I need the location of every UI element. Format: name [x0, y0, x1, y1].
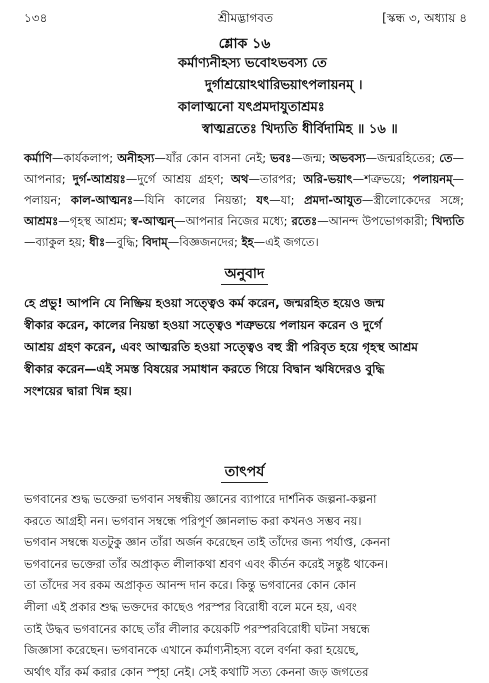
purport-heading	[0, 460, 489, 484]
synonym-meaning: পলায়ন	[24, 193, 58, 207]
translation-line: স্বীকার করেন—এই সমস্ত বিষয়ের সমাধান করতে গিয়ে বিদ্বান ঋষিদেরও বুদ্ধি	[24, 362, 385, 376]
synonym-term: অভবস্য	[329, 151, 366, 165]
synonym-meaning: ব্যাকুল হয়	[35, 235, 82, 249]
synonym-meaning: এই জগতে	[265, 235, 315, 249]
purport-line: ভগবানের ভক্তেরা তাঁর অপ্রাকৃত লীলাকথা শ্রবণ এবং কীর্তন করেই সন্তুষ্ট থাকেন।	[24, 556, 389, 571]
synonym-meaning: বিজ্ঞজনদের	[179, 235, 235, 249]
synonym-term: ভবঃ	[270, 151, 292, 165]
word-for-word-synonyms: কর্মাণি—কার্যকলাপ; অনীহস্য—যাঁর কোন বাসনা নেই; ভবঃ—জন্ম; অভবস্য—জন্মরহিতের; তে—আপনার; দুর্গ-আশ্রয়ঃ—দুর্গে আশ্রয় গ্রহণ; অথ—তারপর; অরি-ভয়াৎ—শত্রুভয়ে; পলায়নম্—পলায়ন; কাল-আত্মনঃ—যিনি কালের নিয়ন্তা; যৎ—যা; প্রমদা-আযুত—স্ত্রীলোকেদের সঙ্গে; আশ্রমঃ—গৃহস্থ আশ্রম; স্ব-আত্মন্—আপনার নিজের মধ্যে; রতেঃ—আনন্দ উপভোগকারী; খিদ্যতি—ব্যাকুল হয়; ধীঃ—বুদ্ধি; বিদাম্—বিজ্ঞজনদের; ইহ—এই জগতে।	[24, 151, 465, 249]
synonym-term: অথ	[231, 172, 249, 186]
synonym-term: অরি-ভয়াৎ	[303, 172, 353, 186]
synonym-term: যৎ	[256, 193, 270, 207]
synonym-term: কাল-আত্মনঃ	[70, 193, 134, 207]
translation-line: স্বীকার করেন, কালের নিয়ন্তা হওয়া সত্ত্বেও শত্রুভয়ে পলায়ন করেন ও দুর্গে	[24, 318, 382, 332]
synonym-term: অনীহস্য	[117, 151, 155, 165]
synonym-meaning: জন্মরহিতের	[377, 151, 432, 165]
synonym-meaning: স্ত্রীলোকেদের সঙ্গে	[373, 193, 461, 207]
synonym-meaning: গৃহস্থ আশ্রম	[69, 214, 124, 228]
verse-line: স্বাত্মন্রতেঃ খিদ্যতি ধীর্বিদামিহ ॥ ১৬ ॥	[202, 122, 398, 137]
synonym-meaning: কার্যকলাপ	[63, 151, 110, 165]
section-reference: [স্কন্ধ ৩, অধ্যায় ৪	[382, 11, 467, 25]
purport-title: তাৎপর্য	[221, 464, 269, 483]
translation-title: অনুবাদ	[221, 266, 269, 285]
purport-text	[24, 489, 464, 683]
verse-line: কালাত্মনো যৎপ্রমদাযুতাশ্রমঃ	[178, 100, 325, 115]
purport-line: জিজ্ঞাসা করেছেন। ভগবানকে এখানে কর্মাণ্যনীহস্য বলে বর্ণনা করা হয়েছে,	[24, 643, 359, 658]
synonym-term: দুর্গ-আশ্রয়ঃ	[72, 172, 126, 186]
purport-line: লীলা এই প্রকার শুদ্ধ ভক্তদের কাছেও পরস্পর বিরোধী বলে মনে হয়, এবং	[24, 599, 357, 614]
purport-line: তা তাঁদের সব রকম অপ্রাকৃত আনন্দ দান করে। কিন্তু ভগবানের কোন কোন	[24, 578, 357, 593]
verse-line: কর্মাণ্যনীহস্য ভবোঽভবস্য তে	[178, 56, 327, 71]
synonym-term: স্ব-আত্মন্	[131, 214, 175, 228]
synonym-term: বিদাম্	[142, 235, 168, 249]
page-header	[24, 10, 467, 28]
synonym-meaning: দুর্গে আশ্রয় গ্রহণ	[137, 172, 220, 186]
translation-line: সংশয়ের দ্বারা খিন্ন হয়।	[24, 384, 132, 398]
translation-line: হে প্রভু! আপনি যে নিষ্ক্রিয় হওয়া সত্ত্বেও কর্ম করেন, জন্মরহিত হয়েও জন্ম	[24, 296, 385, 310]
purport-line: অর্থাৎ যাঁর কর্ম করার কোন স্পৃহা নেই। সেই কথাটি সত্য কেননা জড় জগতের	[24, 664, 369, 679]
verse-line: দুর্গাশ্রয়োঽথারিভয়াৎপলায়নম্ ।	[205, 78, 363, 93]
translation-line: আশ্রয় গ্রহণ করেন, এবং আত্মরতি হওয়া সত্ত্বেও বহু স্ত্রী পরিবৃত হয়ে গৃহস্থ আশ্রম	[24, 340, 418, 354]
purport-line: করতে আগ্রহী নন। ভগবান সম্বন্ধে পরিপূর্ণ জ্ঞানলাভ করা কখনও সম্ভব নয়।	[24, 513, 362, 528]
synonym-term: প্রমদা-আযুত	[304, 193, 362, 207]
synonym-term: পলায়নম্	[412, 172, 453, 186]
synonym-term: ধীঃ	[89, 235, 106, 249]
synonym-term: আশ্রমঃ	[24, 214, 59, 228]
synonym-meaning: আনন্দ উপভোগকারী	[328, 214, 425, 228]
synonym-meaning: আপনার	[24, 172, 62, 186]
synonym-term: ইহ	[241, 235, 254, 249]
page-number: ১৩৪	[24, 11, 48, 25]
purport-line: ভগবান সম্বন্ধে যতটুকু জ্ঞান তাঁরা অর্জন করেছেন তাই তাঁদের জন্য পর্যাপ্ত, কেননা	[24, 535, 391, 550]
synonym-meaning: যা	[280, 193, 291, 207]
synonym-term: রতেঃ	[291, 214, 318, 228]
translation-text	[24, 292, 464, 402]
synonym-meaning: শত্রুভয়ে	[364, 172, 402, 186]
synonym-meaning: যিনি কালের নিয়ন্তা	[144, 193, 243, 207]
purport-line: ভগবানের শুদ্ধ ভক্তেরা ভগবান সম্বন্ধীয় জ্ঞানের ব্যাপারে দার্শনিক জল্পনা-কল্পনা	[24, 492, 377, 506]
synonym-meaning: তারপর	[259, 172, 293, 186]
synonym-term: খিদ্যতি	[431, 214, 465, 228]
synonym-meaning: আপনার নিজের মধ্যে	[185, 214, 284, 228]
synonym-meaning: যাঁর কোন বাসনা নেই	[165, 151, 263, 165]
synonym-term: কর্মাণি	[24, 151, 53, 165]
book-title: শ্রীমদ্ভাগবত	[217, 11, 273, 25]
synonym-meaning: বুদ্ধি	[116, 235, 135, 249]
synonym-meaning: জন্ম	[302, 151, 322, 165]
verse-label: শ্লোক ১৬	[218, 36, 271, 52]
synonym-term: তে	[439, 151, 453, 165]
purport-line: তাই উদ্ধব ভগবানের কাছে তাঁর লীলার কয়েকটি পরস্পরবিরোধী ঘটনা সম্বন্ধে	[24, 621, 370, 636]
translation-heading	[0, 262, 489, 286]
